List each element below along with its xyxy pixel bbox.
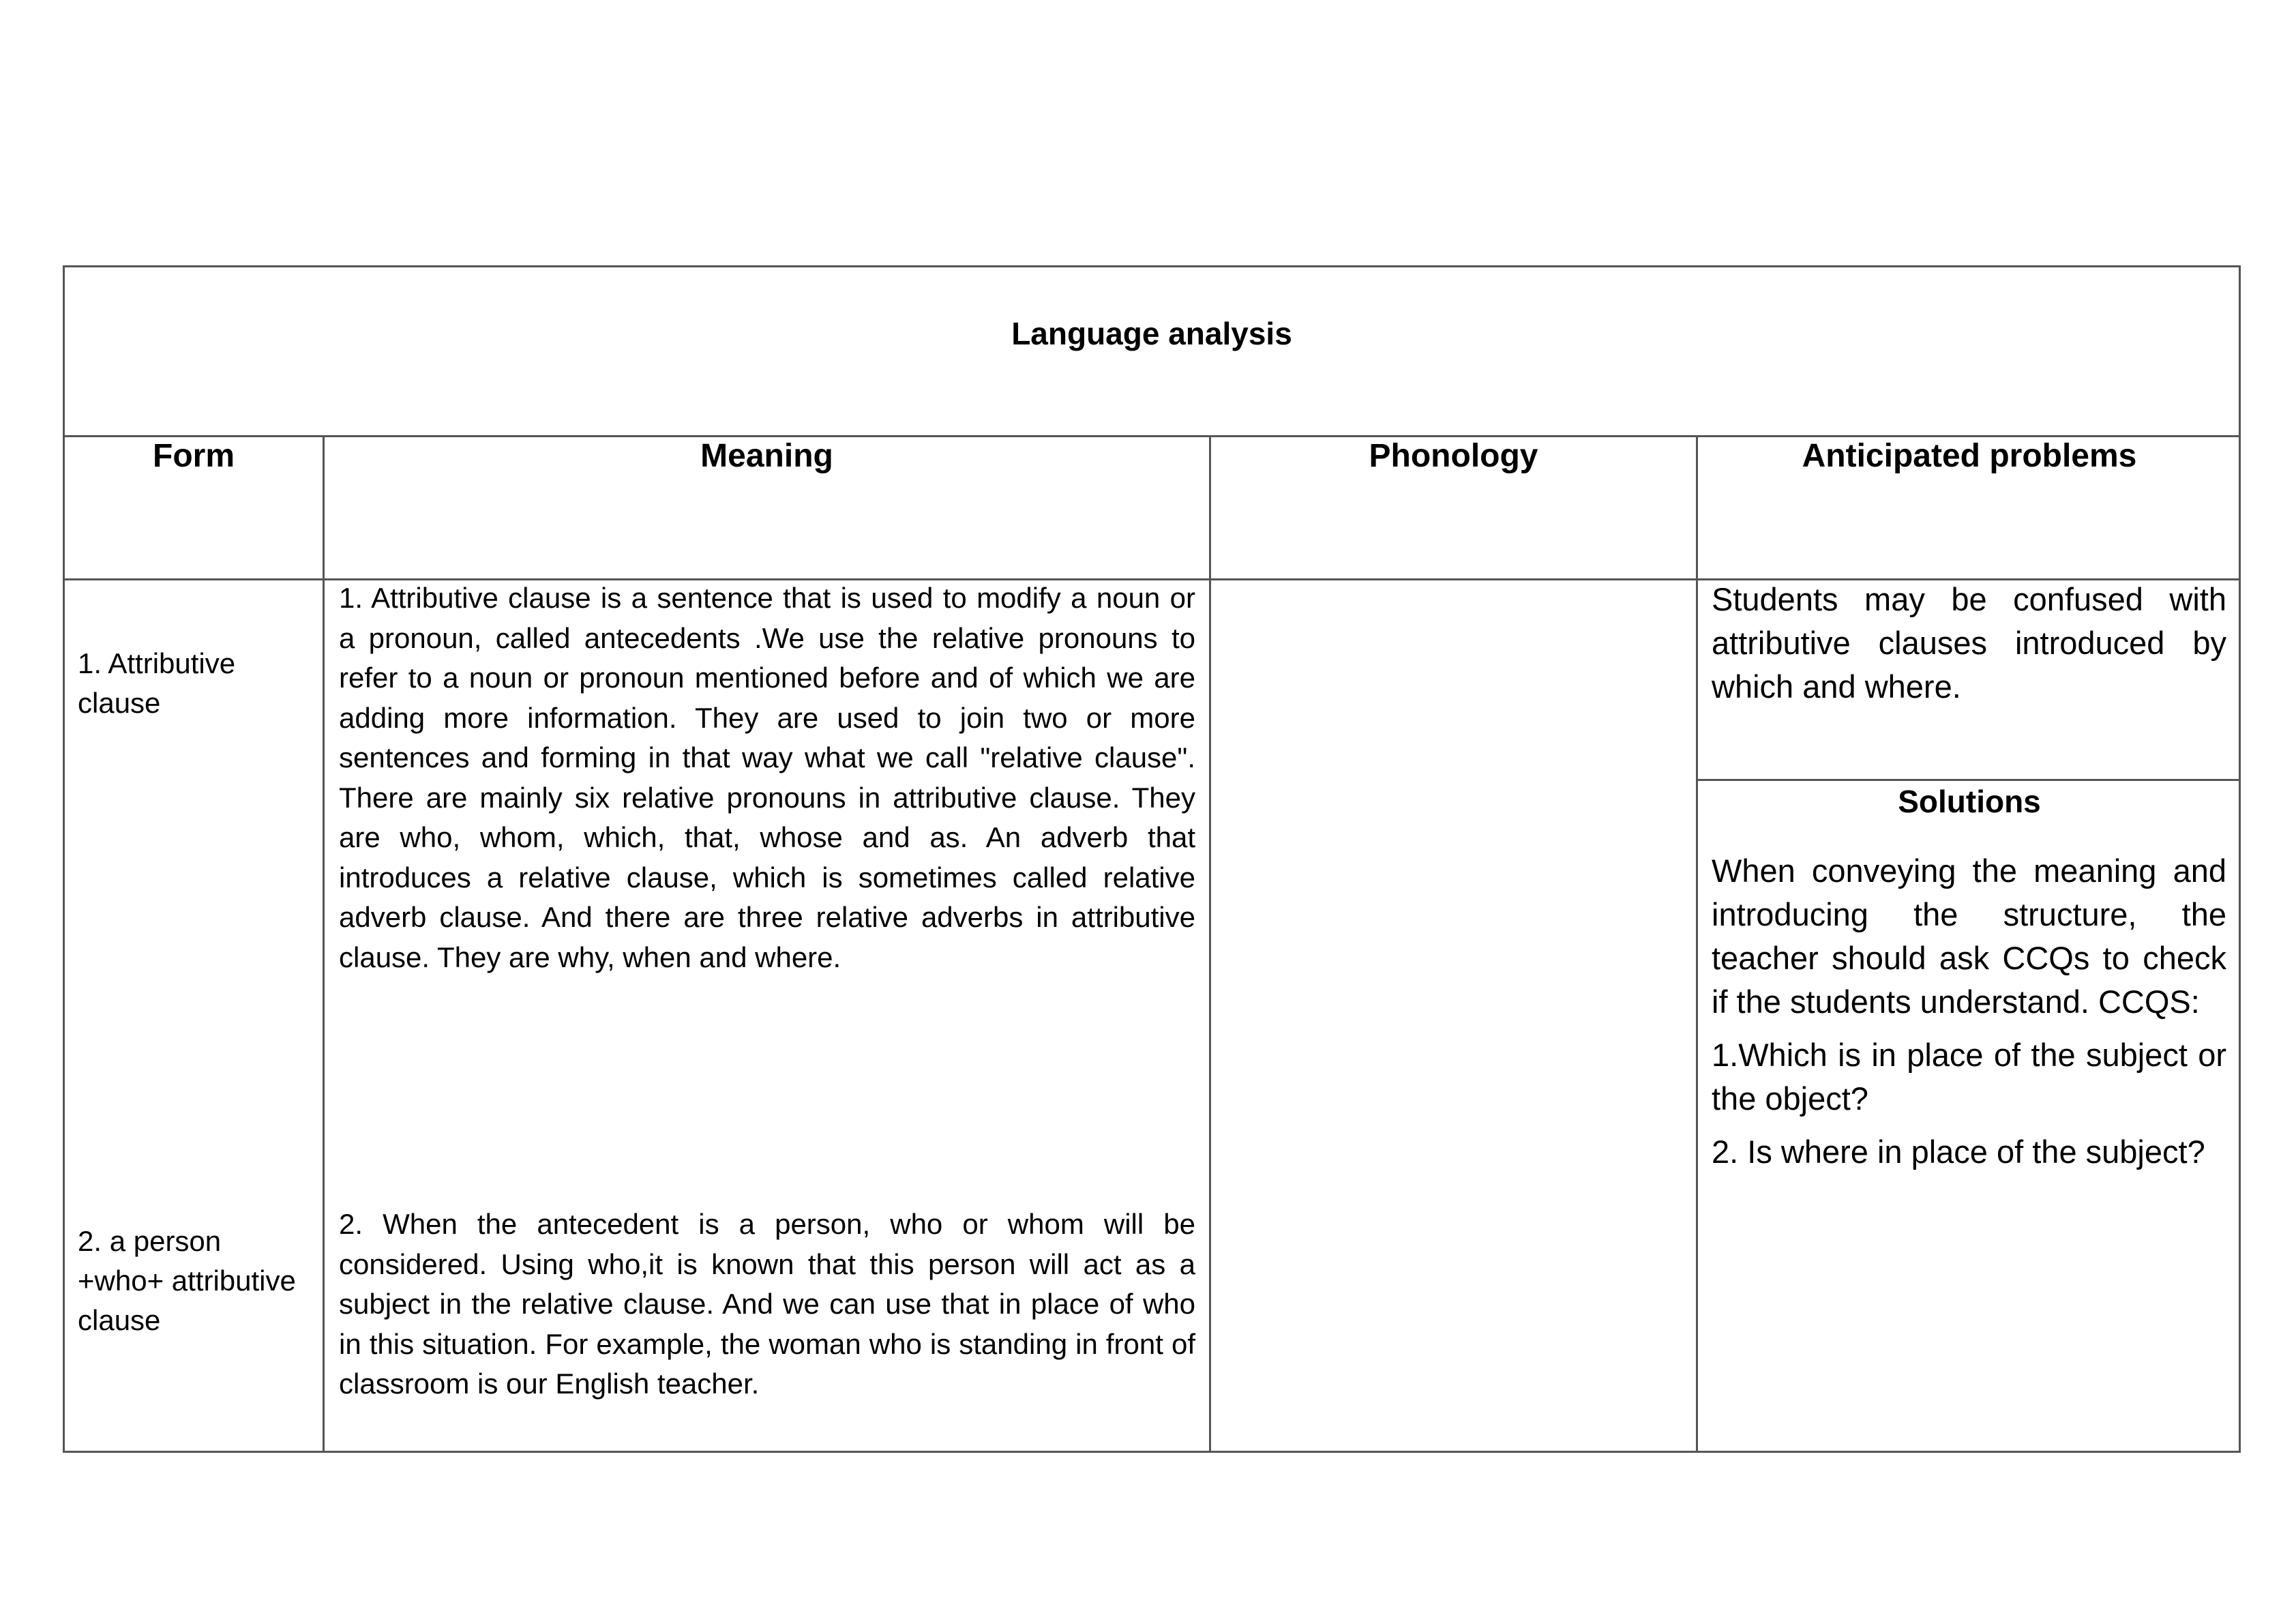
problems-solutions-divider	[1696, 779, 2241, 781]
form-item-1: 1. Attributive clause	[78, 647, 236, 719]
form-meaning-divider	[323, 435, 325, 1453]
header-form: Form	[153, 438, 235, 474]
header-meaning: Meaning	[700, 438, 833, 474]
form-item-2: 2. a person +who+ attributive clause	[78, 1225, 296, 1336]
table-title: Language analysis	[1011, 316, 1292, 351]
meaning-phonology-divider	[1209, 435, 1211, 1453]
meaning-item-2: 2. When the antecedent is a person, who or whom will be considered. Using who,it is known that this person will act as a subject in the relative clause. And we can use that in place of who in this situation. For example, the woman who is standing in front of classroom is our English teacher.	[339, 1208, 1195, 1400]
phonology-problems-divider	[1696, 435, 1698, 1453]
header-anticipated-problems: Anticipated problems	[1802, 438, 2137, 474]
solutions-text	[1712, 849, 2226, 1174]
header-phonology: Phonology	[1369, 438, 1538, 474]
solutions-intro: When conveying the meaning and introducing the structure, the teacher should ask CCQs to check if the students understand. CCQS:	[1712, 853, 2226, 1020]
ccq-2: 2. Is where in place of the subject?	[1712, 1134, 2205, 1170]
solutions-heading: Solutions	[1898, 784, 2041, 819]
anticipated-problem-text: Students may be confused with attributive clauses introduced by which and where.	[1712, 581, 2226, 705]
ccq-1: 1.Which is in place of the subject or the object?	[1712, 1037, 2226, 1117]
meaning-item-1: 1. Attributive clause is a sentence that is used to modify a noun or a pronoun, called antecedents .We use the relative pronouns to refer to a noun or pronoun mentioned before and of which we are adding more information. They are used to join two or more sentences and forming in that way what we call "relative clause". There are mainly six relative pronouns in attributive clause. They are who, whom, which, that, whose and as. An adverb that introduces a relative clause, which is sometimes called relative adverb clause. And there are three relative adverbs in attributive clause. They are why, when and where.	[339, 582, 1195, 973]
